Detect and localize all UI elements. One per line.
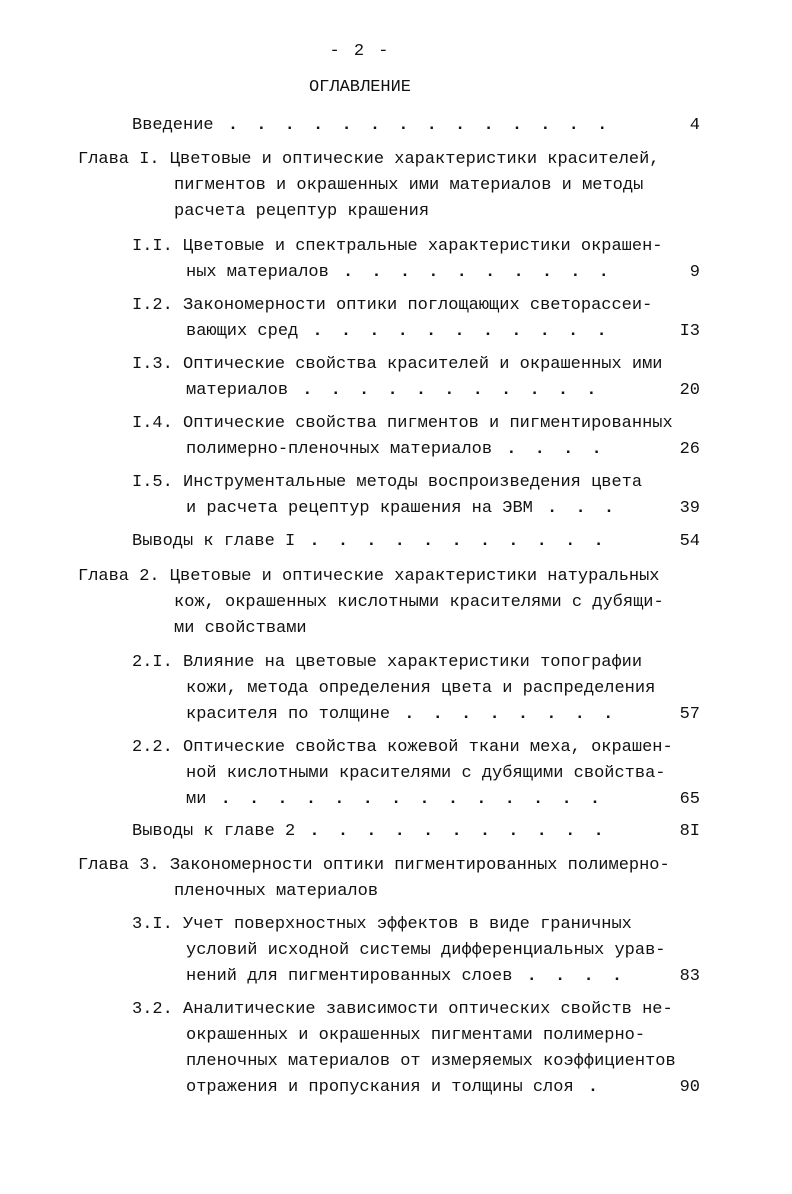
section-3-2-line-2: окрашенных и окрашенных пигментами полимерно- xyxy=(186,1026,646,1045)
dot-leader: . . . . . . . . . . . . . . xyxy=(206,790,605,809)
section-3-1-line-2: условий исходной системы дифференциальных урав- xyxy=(186,941,666,960)
section-3-1-line-1: 3.I. Учет поверхностных эффектов в виде граничных xyxy=(132,915,632,934)
chapter-1-line-2: пигментов и окрашенных ими материалов и методы xyxy=(174,176,644,195)
page-ref: 8I xyxy=(679,822,700,841)
chapter-2-line-2: кож, окрашенных кислотными красителями с дубящи- xyxy=(174,593,664,612)
section-2-1-line-1: 2.I. Влияние на цветовые характеристики топографии xyxy=(132,653,643,672)
section-3-2-line-4: отражения и пропускания и толщины слоя . xyxy=(186,1078,603,1097)
dot-leader: . . . . . . . . . . . xyxy=(288,381,601,400)
section-3-2-line-1: 3.2. Аналитические зависимости оптических свойств не- xyxy=(132,1000,673,1019)
dot-leader: . . . xyxy=(532,499,619,518)
toc-heading: ОГЛАВЛЕНИЕ xyxy=(308,78,412,97)
conclusions-chapter-1: Выводы к главе I . . . . . . . . . . . xyxy=(132,532,608,551)
chapter-1-line-1: Глава I. Цветовые и оптические характеристики красителей, xyxy=(78,150,660,169)
chapter-3-line-1: Глава 3. Закономерности оптики пигментированных полимерно- xyxy=(78,856,670,875)
chapter-2-line-1: Глава 2. Цветовые и оптические характеристики натуральных xyxy=(78,567,660,586)
page-ref: 26 xyxy=(679,440,700,459)
section-1-3-line-1: I.3. Оптические свойства красителей и окрашенных ими xyxy=(132,355,663,374)
page-ref: 65 xyxy=(679,790,700,809)
section-1-4-line-1: I.4. Оптические свойства пигментов и пигментированных xyxy=(132,414,673,433)
section-2-1-line-2: кожи, метода определения цвета и распределения xyxy=(186,679,656,698)
chapter-1-line-3: расчета рецептур крашения xyxy=(174,202,430,221)
page-ref: 4 xyxy=(689,116,700,135)
chapter-3-line-2: пленочных материалов xyxy=(174,882,379,901)
section-2-2-line-3: ми . . . . . . . . . . . . . . xyxy=(186,790,605,809)
dot-leader: . . . . xyxy=(512,967,627,986)
section-1-1-line-1: I.I. Цветовые и спектральные характеристики окрашен- xyxy=(132,237,663,256)
section-1-3-line-2: материалов . . . . . . . . . . . xyxy=(186,381,601,400)
section-1-2-line-2: вающих сред . . . . . . . . . . . xyxy=(186,322,611,341)
page-ref: 9 xyxy=(689,263,700,282)
section-1-5-line-2: и расчета рецептур крашения на ЭВМ . . . xyxy=(186,499,619,518)
page-ref: 57 xyxy=(679,705,700,724)
dot-leader: . . . . . . . . . . . xyxy=(298,322,611,341)
dot-leader: . . . . . . . . xyxy=(390,705,618,724)
page-ref: I3 xyxy=(679,322,700,341)
section-1-1-line-2: ных материалов . . . . . . . . . . xyxy=(186,263,613,282)
section-2-2-line-1: 2.2. Оптические свойства кожевой ткани меха, окрашен- xyxy=(132,738,673,757)
section-3-1-line-3: нений для пигментированных слоев . . . . xyxy=(186,967,627,986)
page-ref: 83 xyxy=(679,967,700,986)
conclusions-chapter-2: Выводы к главе 2 . . . . . . . . . . . xyxy=(132,822,608,841)
page-ref: 39 xyxy=(679,499,700,518)
section-3-2-line-3: пленочных материалов от измеряемых коэффициентов xyxy=(186,1052,676,1071)
section-2-2-line-2: ной кислотными красителями с дубящими свойства- xyxy=(186,764,666,783)
toc-entry-intro: Введение . . . . . . . . . . . . . . xyxy=(132,116,612,135)
chapter-2-line-3: ми свойствами xyxy=(174,619,307,638)
section-1-2-line-1: I.2. Закономерности оптики поглощающих светорассеи- xyxy=(132,296,653,315)
page-ref: 90 xyxy=(679,1078,700,1097)
dot-leader: . xyxy=(573,1078,603,1097)
page-number: - 2 - xyxy=(329,42,391,61)
section-1-5-line-1: I.5. Инструментальные методы воспроизведения цвета xyxy=(132,473,643,492)
dot-leader: . . . . . . . . . . . xyxy=(295,822,608,841)
dot-leader: . . . . . . . . . . . xyxy=(295,532,608,551)
page-ref: 54 xyxy=(679,532,700,551)
section-1-4-line-2: полимерно-пленочных материалов . . . . xyxy=(186,440,606,459)
page-ref: 20 xyxy=(679,381,700,400)
dot-leader: . . . . . . . . . . . . . . xyxy=(213,116,612,135)
dot-leader: . . . . xyxy=(492,440,606,459)
section-2-1-line-3: красителя по толщине . . . . . . . . xyxy=(186,705,618,724)
dot-leader: . . . . . . . . . . xyxy=(328,263,613,282)
